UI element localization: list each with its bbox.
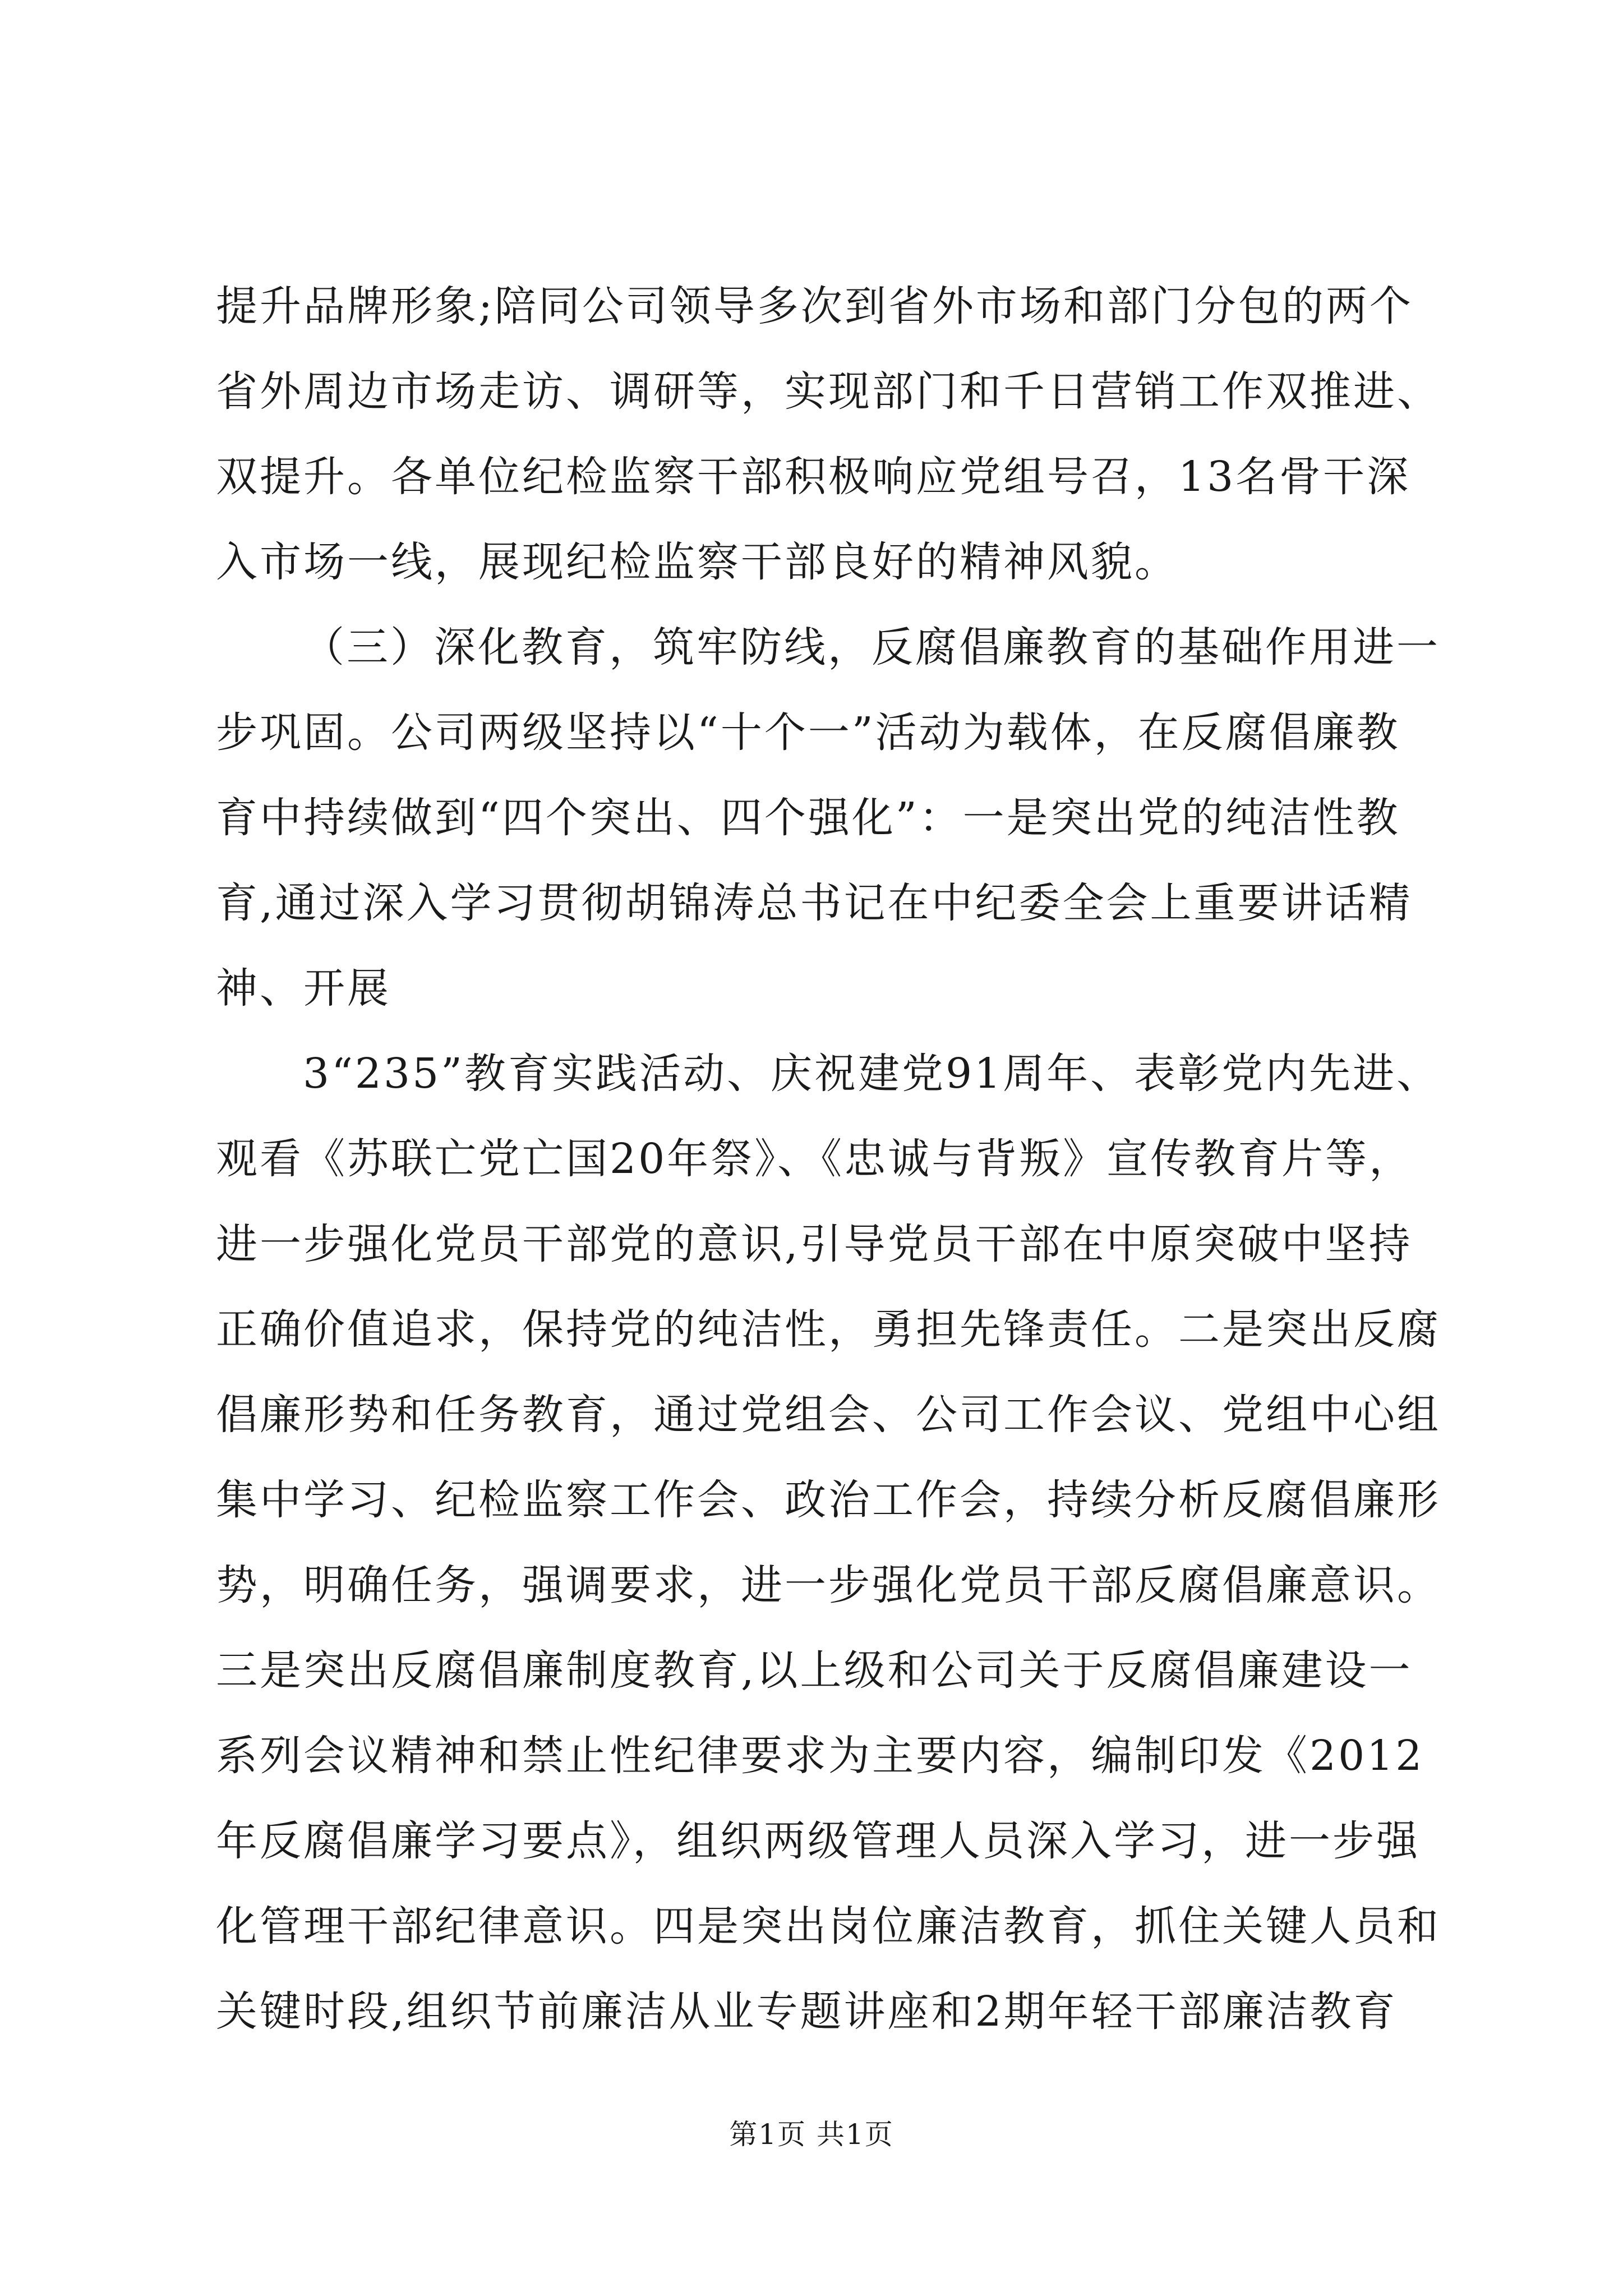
text-line: 3“235”教育实践活动、庆祝建党91周年、表彰党内先进、 (303, 1050, 1441, 1098)
text-line: 系列会议精神和禁止性纪律要求为主要内容，编制印发《2012 (216, 1732, 1424, 1780)
text-line: （三）深化教育，筑牢防线，反腐倡廉教育的基础作用进一 (303, 623, 1440, 671)
text-line: 倡廉形势和任务教育，通过党组会、公司工作会议、党组中心组 (216, 1391, 1441, 1439)
text-line: 步巩固。公司两级坚持以“十个一”活动为载体，在反腐倡廉教 (216, 708, 1400, 757)
text-line: 集中学习、纪检监察工作会、政治工作会，持续分析反腐倡廉形 (216, 1476, 1441, 1524)
text-line: 关键时段,组织节前廉洁从业专题讲座和2期年轻干部廉洁教育 (216, 1987, 1398, 2036)
text-line: 神、开展 (216, 964, 391, 1013)
text-line: 进一步强化党员干部党的意识,引导党员干部在中原突破中坚持 (216, 1220, 1413, 1268)
text-line: 年反腐倡廉学习要点》，组织两级管理人员深入学习，进一步强 (216, 1817, 1420, 1865)
text-line: 观看《苏联亡党亡国20年祭》、《忠诚与背叛》宣传教育片等， (216, 1135, 1413, 1183)
page-footer: 第1页 共1页 (729, 2118, 894, 2151)
text-line: 提升品牌形象;陪同公司领导多次到省外市场和部门分包的两个 (216, 282, 1413, 330)
text-line: 三是突出反腐倡廉制度教育,以上级和公司关于反腐倡廉建设一 (216, 1646, 1413, 1695)
text-line: 双提升。各单位纪检监察干部积极响应党组号召，13名骨干深 (216, 453, 1411, 501)
text-line: 入市场一线，展现纪检监察干部良好的精神风貌。 (216, 538, 1178, 586)
text-line: 化管理干部纪律意识。四是突出岗位廉洁教育，抓住关键人员和 (216, 1902, 1441, 1950)
text-line: 育中持续做到“四个突出、四个强化”：一是突出党的纯洁性教 (216, 794, 1400, 842)
text-line: 势，明确任务，强调要求，进一步强化党员干部反腐倡廉意识。 (216, 1561, 1441, 1609)
text-line: 育,通过深入学习贯彻胡锦涛总书记在中纪委全会上重要讲话精 (216, 879, 1413, 927)
document-body (216, 264, 1441, 2054)
text-line: 省外周边市场走访、调研等，实现部门和千日营销工作双推进、 (216, 367, 1441, 416)
text-line: 正确价值追求，保持党的纯洁性，勇担先锋责任。二是突出反腐 (216, 1305, 1441, 1354)
